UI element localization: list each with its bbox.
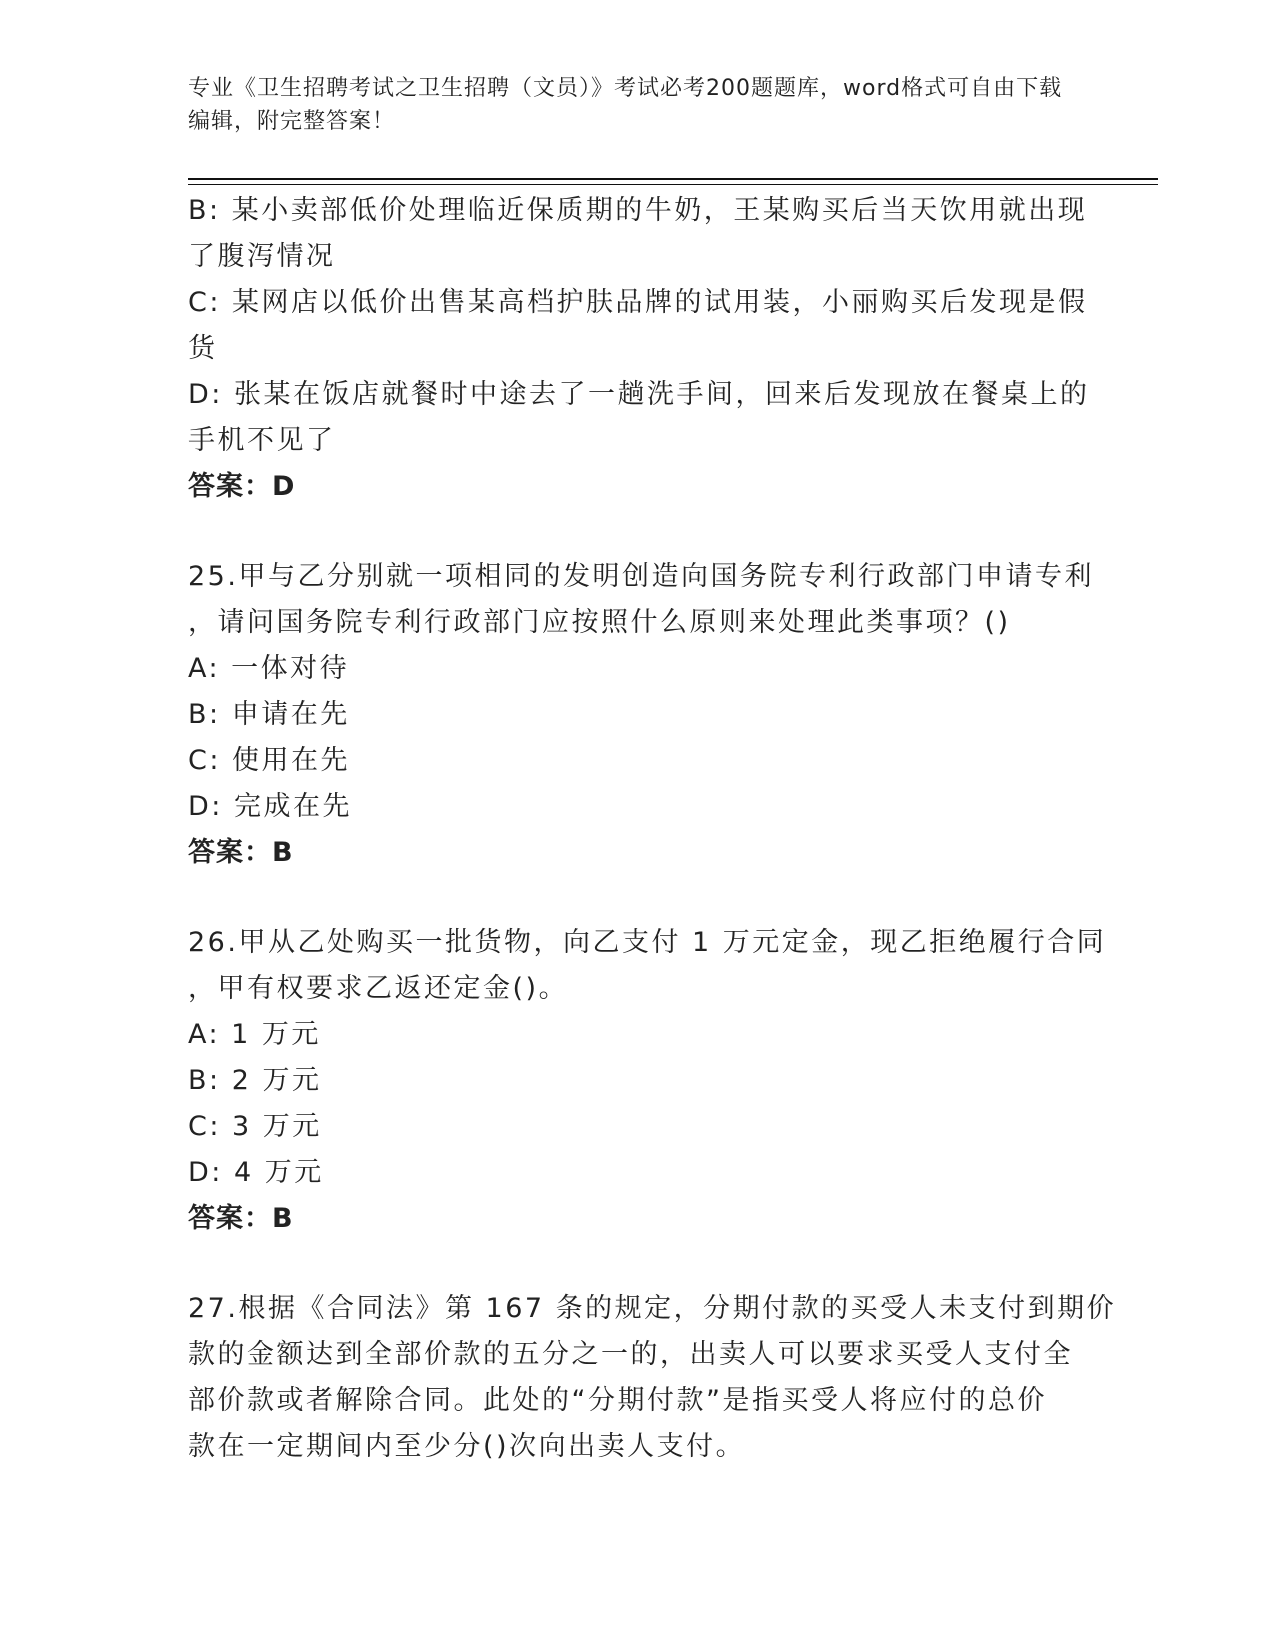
header-rule-thin bbox=[188, 184, 1158, 185]
q25-question-line2: ，请问国务院专利行政部门应按照什么原则来处理此类事项？() bbox=[188, 607, 1011, 638]
q26-option-b: B: 2 万元 bbox=[188, 1065, 322, 1096]
q24-option-c-line1: C: 某网店以低价出售某高档护肤品牌的试用装，小丽购买后发现是假 bbox=[188, 287, 1088, 318]
q24-option-d-line1: D: 张某在饭店就餐时中途去了一趟洗手间，回来后发现放在餐桌上的 bbox=[188, 379, 1090, 410]
question-24 bbox=[188, 188, 1088, 510]
q27-question-line4: 款在一定期间内至少分()次向出卖人支付。 bbox=[188, 1431, 746, 1462]
q25-option-d: D: 完成在先 bbox=[188, 791, 352, 822]
q26-answer: 答案：B bbox=[188, 1203, 294, 1234]
q25-answer: 答案：B bbox=[188, 837, 294, 868]
question-25 bbox=[188, 554, 1094, 876]
q25-question-line1: 25.甲与乙分别就一项相同的发明创造向国务院专利行政部门申请专利 bbox=[188, 561, 1094, 592]
q26-option-d: D: 4 万元 bbox=[188, 1157, 324, 1188]
q27-question-line1: 27.根据《合同法》第 167 条的规定，分期付款的买受人未支付到期价 bbox=[188, 1293, 1117, 1324]
q24-option-b-line2: 了腹泻情况 bbox=[188, 241, 336, 272]
q24-option-d-line2: 手机不见了 bbox=[188, 425, 336, 456]
q26-question-line2: ，甲有权要求乙返还定金()。 bbox=[188, 973, 569, 1004]
q26-option-a: A: 1 万元 bbox=[188, 1019, 321, 1050]
q24-option-c-line2: 货 bbox=[188, 333, 218, 364]
q24-answer: 答案：D bbox=[188, 471, 296, 502]
question-content bbox=[188, 188, 1117, 1470]
question-27 bbox=[188, 1286, 1117, 1470]
spacer bbox=[188, 876, 1088, 920]
q26-option-c: C: 3 万元 bbox=[188, 1111, 322, 1142]
header-rule-thick bbox=[188, 178, 1158, 180]
document-header: 专业《卫生招聘考试之卫生招聘（文员）》考试必考200题题库，word格式可自由下载编辑，附完整答案！ bbox=[188, 76, 1063, 134]
q25-option-c: C: 使用在先 bbox=[188, 745, 351, 776]
question-26 bbox=[188, 920, 1107, 1242]
q25-option-a: A: 一体对待 bbox=[188, 653, 350, 684]
q27-question-line3: 部价款或者解除合同。此处的“分期付款”是指买受人将应付的总价 bbox=[188, 1385, 1047, 1416]
q25-option-b: B: 申请在先 bbox=[188, 699, 350, 730]
q26-question-line1: 26.甲从乙处购买一批货物，向乙支付 1 万元定金，现乙拒绝履行合同 bbox=[188, 927, 1107, 958]
q27-question-line2: 款的金额达到全部价款的五分之一的，出卖人可以要求买受人支付全 bbox=[188, 1339, 1073, 1370]
spacer bbox=[188, 1242, 1088, 1286]
spacer bbox=[188, 510, 1088, 554]
q24-option-b-line1: B: 某小卖部低价处理临近保质期的牛奶，王某购买后当天饮用就出现 bbox=[188, 195, 1088, 226]
